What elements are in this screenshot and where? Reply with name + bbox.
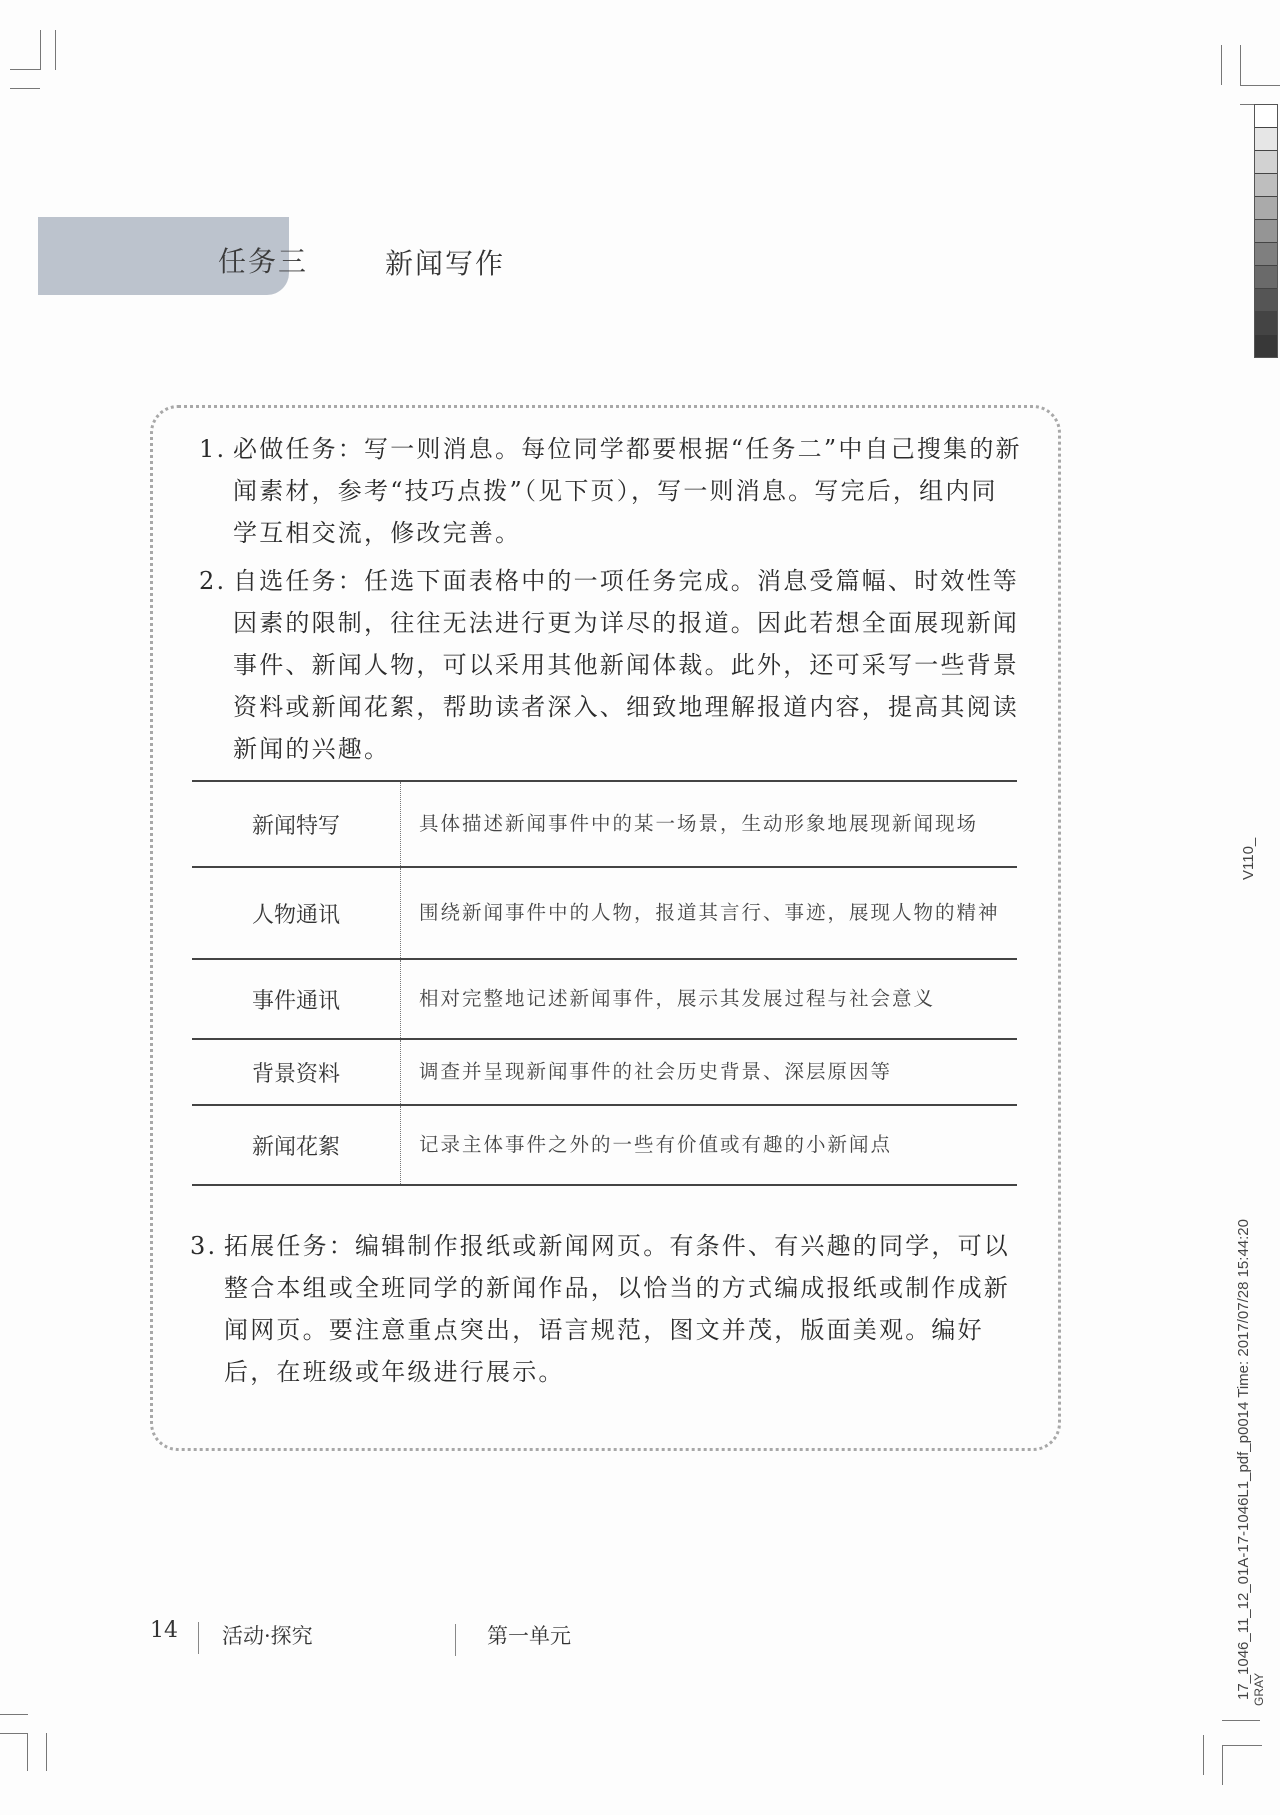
task-item-extension: [190, 1225, 1024, 1393]
crop-mark-top-left: [10, 88, 40, 89]
genre-name: 背景资料: [192, 1039, 401, 1105]
crop-mark-top-left: [10, 69, 41, 70]
genre-name: 事件通讯: [192, 959, 401, 1039]
task-item-required: [199, 428, 1023, 554]
task-number: 1.: [199, 435, 227, 463]
table-row: [192, 781, 1017, 867]
crop-mark-bottom-right: [1203, 1735, 1204, 1775]
grayscale-calibration-strip: [1254, 104, 1278, 358]
genre-description: 具体描述新闻事件中的某一场景，生动形象地展现新闻现场: [419, 812, 979, 835]
crop-mark-top-right: [1221, 45, 1222, 85]
task-label: 任务三: [218, 245, 309, 278]
footer-divider: [455, 1624, 456, 1656]
task-title: 新闻写作: [385, 247, 506, 280]
crop-mark-top-right: [1240, 45, 1241, 85]
footer-unit: 第一单元: [487, 1624, 571, 1648]
page-number: 14: [150, 1618, 178, 1643]
crop-mark-top-left: [40, 30, 41, 70]
crop-mark-top-left: [55, 30, 56, 70]
print-color-mode: GRAY: [1252, 1672, 1266, 1706]
genre-description: 调查并呈现新闻事件的社会历史背景、深层原因等: [419, 1060, 893, 1083]
genre-description: 相对完整地记述新闻事件，展示其发展过程与社会意义: [419, 987, 936, 1010]
footer-divider: [198, 1622, 199, 1654]
task-text: 拓展任务：编辑制作报纸或新闻网页。有条件、有兴趣的同学，可以整合本组或全班同学的新闻作品，以恰当的方式编成报纸或制作成新闻网页。要注意重点突出，语言规范，图文并茂，版面美观。编好后，在班级或年级进行展示。: [224, 1232, 1010, 1386]
table-row: [192, 959, 1017, 1039]
task-number: 3.: [190, 1232, 218, 1260]
print-file-info: 17_1046_11_12_01A-17-1046L1_pdf_p0014 Time: 2017/07/28 15:44:20: [1235, 1219, 1252, 1700]
crop-mark-bottom-right: [1222, 1720, 1260, 1721]
crop-mark-bottom-left: [0, 1714, 28, 1715]
crop-mark-bottom-right: [1222, 1745, 1262, 1746]
genre-name: 新闻特写: [192, 781, 401, 867]
footer-section: 活动·探究: [222, 1624, 313, 1648]
genre-name: 人物通讯: [192, 867, 401, 959]
crop-mark-bottom-left: [27, 1733, 28, 1771]
task-text: 自选任务：任选下面表格中的一项任务完成。消息受篇幅、时效性等因素的限制，往往无法进行更为详尽的报道。因此若想全面展现新闻事件、新闻人物，可以采用其他新闻体裁。此外，还可采写一些背景资料或新闻花絮，帮助读者深入、细致地理解报道内容，提高其阅读新闻的兴趣。: [233, 567, 1019, 763]
genre-description: 围绕新闻事件中的人物，报道其言行、事迹，展现人物的精神: [419, 901, 1000, 924]
crop-mark-bottom-left: [0, 1733, 28, 1734]
task-text: 必做任务：写一则消息。每位同学都要根据“任务二”中自己搜集的新闻素材，参考“技巧点拨”（见下页），写一则消息。写完后，组内同学互相交流，修改完善。: [233, 435, 1022, 547]
news-genre-table: [192, 780, 1017, 1186]
task-number: 2.: [199, 567, 227, 595]
crop-mark-bottom-left: [46, 1733, 47, 1771]
task-item-optional: [199, 560, 1023, 770]
crop-mark-top-right: [1240, 85, 1280, 86]
table-row: [192, 867, 1017, 959]
genre-description: 记录主体事件之外的一些有价值或有趣的小新闻点: [419, 1133, 893, 1156]
crop-mark-top-right: [1240, 104, 1255, 105]
print-version: V110_: [1240, 837, 1257, 880]
table-row: [192, 1039, 1017, 1105]
genre-name: 新闻花絮: [192, 1105, 401, 1185]
table-row: [192, 1105, 1017, 1185]
crop-mark-bottom-right: [1222, 1745, 1223, 1785]
